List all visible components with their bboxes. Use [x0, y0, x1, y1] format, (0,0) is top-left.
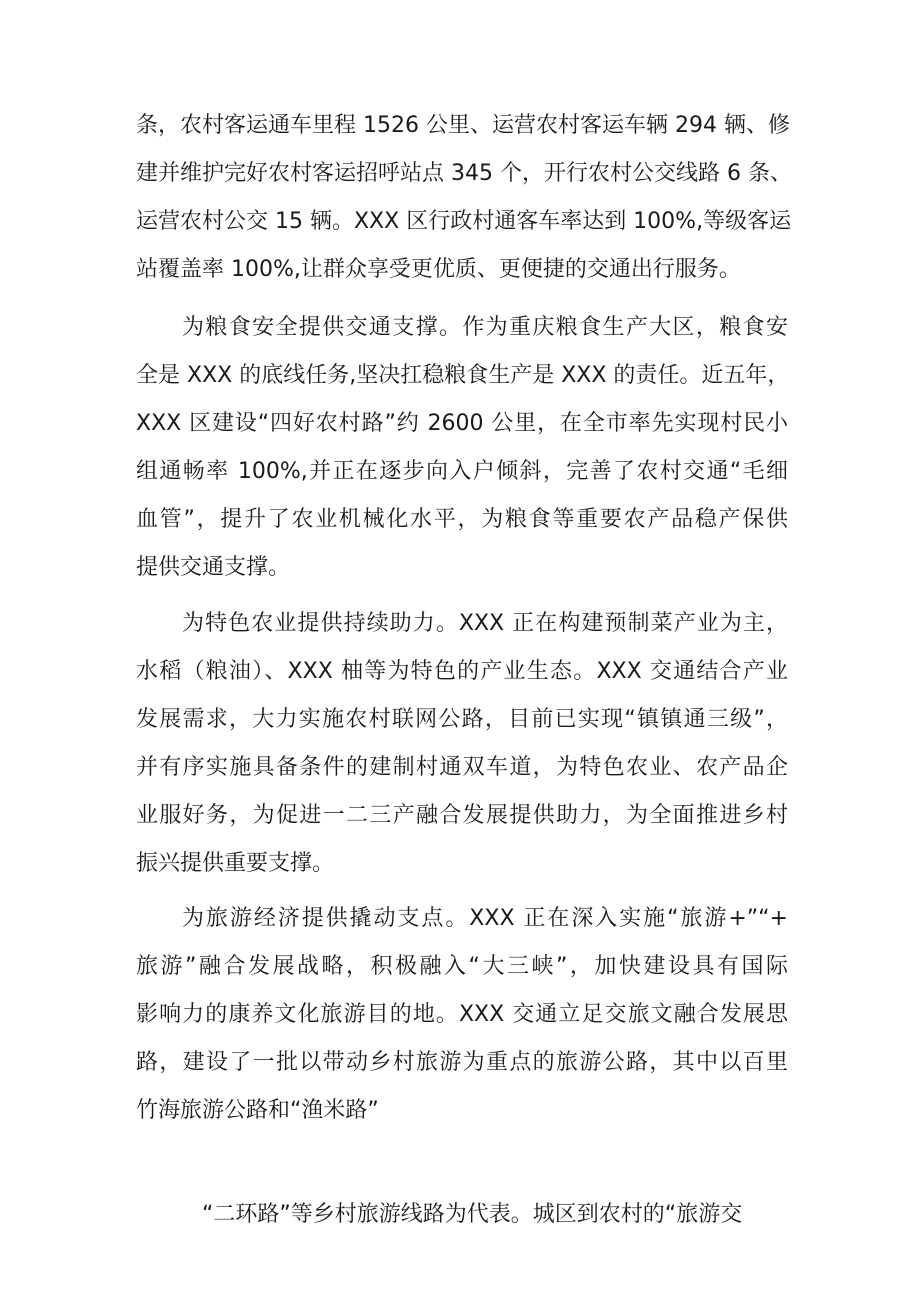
text-line: 并有序实施具备条件的建制村通双车道，为特色农业、农产品企	[136, 755, 788, 780]
text-line: 站覆盖率 100%,让群众享受更优质、更便捷的交通出行服务。	[136, 257, 741, 282]
text-line: 振兴提供重要支撑。	[136, 851, 335, 876]
paragraph-rural-transit	[136, 102, 792, 294]
paragraph-grain-security	[136, 304, 788, 592]
text-line: 为特色农业提供持续助力。XXX 正在构建预制菜产业为主，	[182, 611, 788, 636]
text-line: 竹海旅游公路和“渔米路”	[136, 1098, 379, 1123]
text-line: 路，建设了一批以带动乡村旅游为重点的旅游公路，其中以百里	[136, 1050, 788, 1075]
paragraph-tourism-routes	[136, 1191, 788, 1239]
text-line: 运营农村公交 15 辆。XXX 区行政村通客车率达到 100%,等级客运	[136, 209, 792, 234]
text-line: 提供交通支撑。	[136, 555, 291, 580]
text-line: 组通畅率 100%,并正在逐步向入户倾斜，完善了农村交通“毛细	[136, 459, 788, 484]
text-line: 建并维护完好农村客运招呼站点 345 个，开行农村公交线路 6 条、	[136, 161, 792, 186]
text-line: 旅游”融合发展战略，积极融入“大三峡”，加快建设具有国际	[136, 954, 788, 979]
text-line: 发展需求，大力实施农村联网公路，目前已实现“镇镇通三级”，	[136, 707, 788, 732]
text-line: 全是 XXX 的底线任务,坚决扛稳粮食生产是 XXX 的责任。近五年，	[136, 363, 790, 388]
text-line: 影响力的康养文化旅游目的地。XXX 交通立足交旅文融合发展思	[136, 1002, 788, 1027]
text-line: 水稻（粮油）、XXX 柚等为特色的产业生态。XXX 交通结合产业	[136, 659, 788, 684]
text-line: 血管”，提升了农业机械化水平，为粮食等重要农产品稳产保供	[136, 507, 788, 532]
text-line: 为粮食安全提供交通支撑。作为重庆粮食生产大区，粮食安	[182, 315, 788, 340]
text-line: “二环路”等乡村旅游线路为代表。城区到农村的“旅游交	[202, 1202, 743, 1227]
paragraph-specialty-agriculture	[136, 600, 788, 888]
text-line: 条，农村客运通车里程 1526 公里、运营农村客运车辆 294 辆、修	[136, 113, 790, 138]
text-line: 业服好务，为促进一二三产融合发展提供助力，为全面推进乡村	[136, 803, 788, 828]
paragraph-tourism-economy	[136, 895, 788, 1135]
text-line: XXX 区建设“四好农村路”约 2600 公里，在全市率先实现村民小	[136, 411, 788, 436]
text-line: 为旅游经济提供撬动支点。XXX 正在深入实施“旅游+”“+	[182, 906, 788, 931]
